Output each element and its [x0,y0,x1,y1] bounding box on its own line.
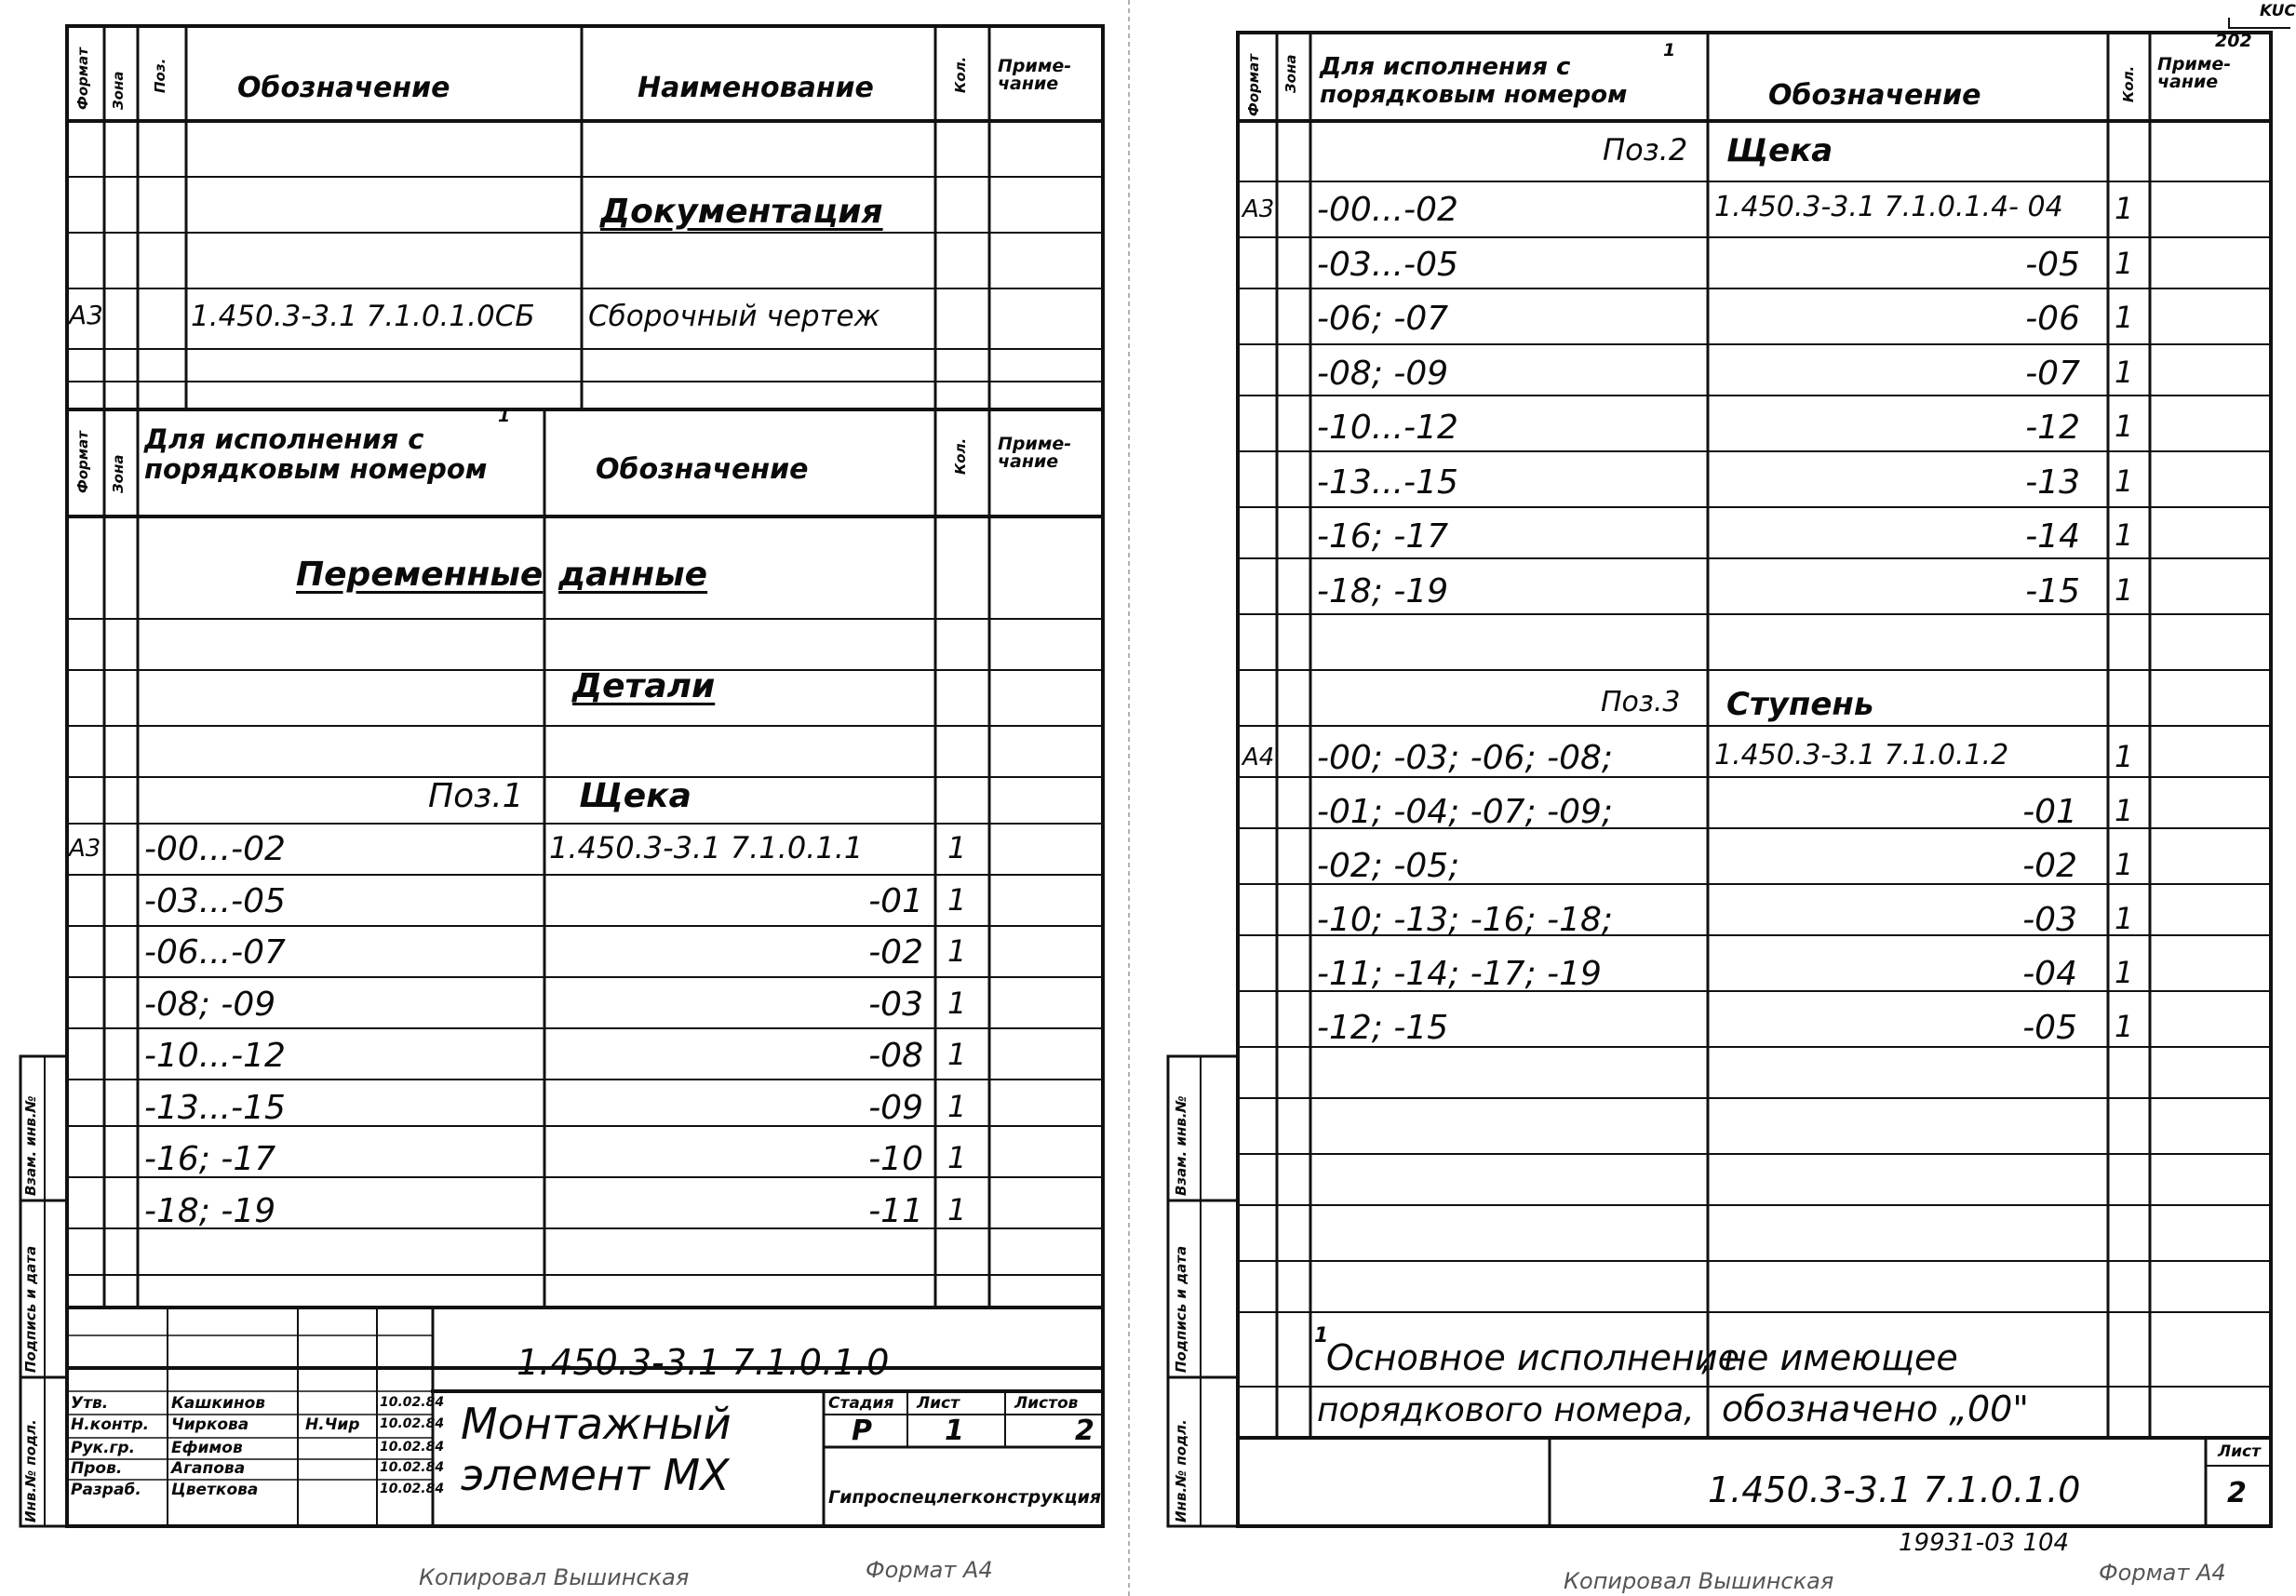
row-qty: 1 [2115,300,2134,335]
section-documentation: Документация [600,193,883,231]
role-name: Кашкинов [171,1394,266,1413]
row-designation: -13 [2025,463,2080,502]
row-version: -10...-12 [144,1037,286,1075]
footer-format: Формат А4 [866,1557,993,1583]
sheet-value: 1 [945,1415,964,1447]
row-qty: 1 [947,985,967,1021]
role-date: 10.02.84 [380,1395,445,1410]
header-note: Приме-чание [998,56,1072,94]
role-date: 10.02.84 [380,1440,445,1455]
var-header-qty: Кол. [952,437,969,475]
footnote-line1b: , не имеющее [1701,1337,1958,1378]
row-qty: 1 [2115,739,2134,774]
row-version: -13...-15 [144,1088,286,1127]
row-designation: -06 [2025,300,2080,338]
row-format: А3 [69,835,101,863]
var-header-note: Приме-чание [998,434,1072,472]
role-label: Пров. [71,1459,123,1478]
sheet-label: Лист [917,1394,960,1413]
row-designation: -15 [2025,571,2080,610]
position-2-label: Поз.2 [1603,132,1688,168]
row-qty: 1 [2115,955,2134,990]
side-stamp-label: Инв.№ подл. [1173,1419,1189,1522]
footnote-line2b: обозначено „00" [1722,1388,2029,1429]
footer-copied: Копировал Вышинская [1564,1568,1834,1594]
row-version: -16; -17 [144,1140,276,1178]
header-zone: Зона [1282,54,1299,93]
header-footnote: 1 [1663,40,1676,60]
row-version: -10...-12 [1317,409,1458,447]
row-designation: -07 [2025,354,2080,393]
side-stamp-label: Подпись и дата [1173,1245,1189,1373]
doc-designation: 1.450.3-3.1 7.1.0.1.0СБ [191,300,535,333]
header-format: Формат [74,47,91,110]
role-name: Чиркова [171,1415,249,1434]
row-designation: -01 [868,881,923,920]
row-qty: 1 [2115,901,2134,936]
header-qty: Кол. [952,56,969,93]
row-qty: 1 [2115,847,2134,882]
var-header-zone: Зона [110,454,127,493]
archive-number: 19931-03 104 [1899,1529,2070,1557]
var-header-version: Для исполнения с порядковым номером [144,423,488,485]
row-version: -12; -15 [1317,1009,1449,1047]
row-qty: 1 [2115,245,2134,281]
header-qty: Кол. [2120,65,2137,102]
row-designation: 1.450.3-3.1 7.1.0.1.2 [1714,739,2009,771]
row-designation: -04 [2022,955,2077,993]
position-1-name: Щека [579,777,691,815]
row-designation: -05 [2025,245,2080,284]
title-block-title-line2: элемент МХ [461,1450,730,1500]
role-date: 10.02.84 [380,1460,445,1475]
title-block-title-line1: Монтажный [461,1399,732,1449]
header-format: Формат [1245,54,1262,116]
title-block-doc-number: 1.450.3-3.1 7.1.0.1.0 [517,1342,890,1383]
row-designation: 1.450.3-3.1 7.1.0.1.1 [549,830,864,865]
row-designation: -10 [868,1140,923,1178]
row-designation: -09 [868,1088,923,1127]
role-date: 10.02.84 [380,1416,445,1431]
side-stamp-label: Взам. инв.№ [1173,1095,1189,1196]
row-version: -02; -05; [1317,847,1460,885]
row-designation: -02 [868,933,923,972]
var-header-designation: Обозначение [596,453,809,486]
row-designation: -11 [868,1191,923,1230]
variable-data-left: Переменные [296,556,544,594]
header-pos: Поз. [152,58,168,93]
row-qty: 1 [2115,517,2134,553]
footnote-mark: 1 [1314,1324,1329,1348]
row-qty: 1 [947,1140,967,1175]
header-zone: Зона [110,71,127,110]
row-version: -08; -09 [1317,354,1449,393]
row-qty: 1 [947,1037,967,1072]
row-qty: 1 [2115,571,2134,608]
role-name: Цветкова [171,1481,259,1499]
role-signature: Н.Чир [305,1415,360,1434]
row-version: -00...-02 [144,830,286,868]
row-qty: 1 [947,933,967,969]
header-designation: Обозначение [1768,79,1981,112]
role-name: Ефимов [171,1439,243,1457]
row-designation: -01 [2022,793,2077,831]
row-designation: -14 [2025,517,2080,556]
position-2-name: Щека [1726,132,1833,169]
side-stamp-label: Подпись и дата [22,1245,39,1373]
sheets-label: Листов [1014,1394,1079,1413]
row-designation: -03 [868,985,923,1024]
row-qty: 1 [947,830,967,865]
role-label: Разраб. [71,1481,141,1499]
row-version: -00; -03; -06; -08; [1317,739,1614,777]
row-qty: 1 [2115,793,2134,828]
row-format: А4 [1242,744,1275,771]
row-designation: -02 [2022,847,2077,885]
position-1-label: Поз.1 [428,777,524,815]
section-details: Детали [572,667,716,705]
side-stamp-label: Инв.№ подл. [22,1419,39,1522]
footer-format: Формат А4 [2099,1560,2226,1586]
position-3-name: Ступень [1726,686,1874,723]
row-designation: -08 [868,1037,923,1075]
row-version: -18; -19 [144,1191,276,1230]
header-version: Для исполнения с порядковым номером [1320,53,1628,109]
header-designation: Обозначение [237,72,450,104]
row-format: А3 [1242,195,1275,223]
doc-format: А3 [69,300,103,330]
row-qty: 1 [2115,354,2134,390]
variable-data-right: данные [558,556,708,594]
row-qty: 1 [947,1191,967,1227]
row-version: -00...-02 [1317,191,1458,229]
row-qty: 1 [2115,409,2134,444]
footer-copied: Копировал Вышинская [419,1564,690,1590]
row-version: -03...-05 [144,881,286,920]
sheets-value: 2 [1075,1415,1094,1447]
row-version: -06...-07 [144,933,286,972]
row-version: -01; -04; -07; -09; [1317,793,1614,831]
footnote-line1a: Основное исполнение [1326,1337,1739,1378]
role-label: Утв. [71,1394,109,1413]
sheet-label: Лист [2218,1442,2261,1461]
row-version: -08; -09 [144,985,276,1024]
header-name: Наименование [638,72,874,104]
role-date: 10.02.84 [380,1482,445,1496]
row-version: -10; -13; -16; -18; [1317,901,1614,939]
row-designation: -03 [2022,901,2077,939]
var-header-footnote: 1 [498,406,511,426]
role-label: Н.контр. [71,1415,150,1434]
row-qty: 1 [947,1088,967,1124]
position-3-label: Поз.3 [1601,686,1681,718]
stage-value: Р [852,1415,872,1447]
row-version: -06; -07 [1317,300,1449,338]
row-qty: 1 [2115,1009,2134,1044]
row-designation: 1.450.3-3.1 7.1.0.1.4- 04 [1714,191,2063,223]
row-designation: -12 [2025,409,2080,447]
row-version: -03...-05 [1317,245,1458,284]
row-version: -11; -14; -17; -19 [1317,955,1602,993]
role-label: Рук.гр. [71,1439,136,1457]
corner-cut: KUC [2260,2,2296,20]
archive-sheet-number: 202 [2215,31,2252,51]
role-name: Агапова [171,1459,246,1478]
row-qty: 1 [947,881,967,918]
title-block-doc-number: 1.450.3-3.1 7.1.0.1.0 [1708,1469,2081,1510]
row-version: -16; -17 [1317,517,1449,556]
var-header-format: Формат [74,431,91,493]
side-stamp-label: Взам. инв.№ [22,1095,39,1196]
stage-label: Стадия [828,1394,894,1413]
row-version: -13...-15 [1317,463,1458,502]
header-note: Приме-чание [2157,54,2232,92]
doc-name: Сборочный чертеж [588,300,880,333]
row-designation: -05 [2022,1009,2077,1047]
row-version: -18; -19 [1317,571,1449,610]
sheet-value: 2 [2227,1477,2247,1509]
organization: Гипроспецлегконструкция [828,1487,1102,1508]
row-qty: 1 [2115,191,2134,226]
row-qty: 1 [2115,463,2134,499]
footnote-line2a: порядкового номера, [1317,1391,1695,1429]
